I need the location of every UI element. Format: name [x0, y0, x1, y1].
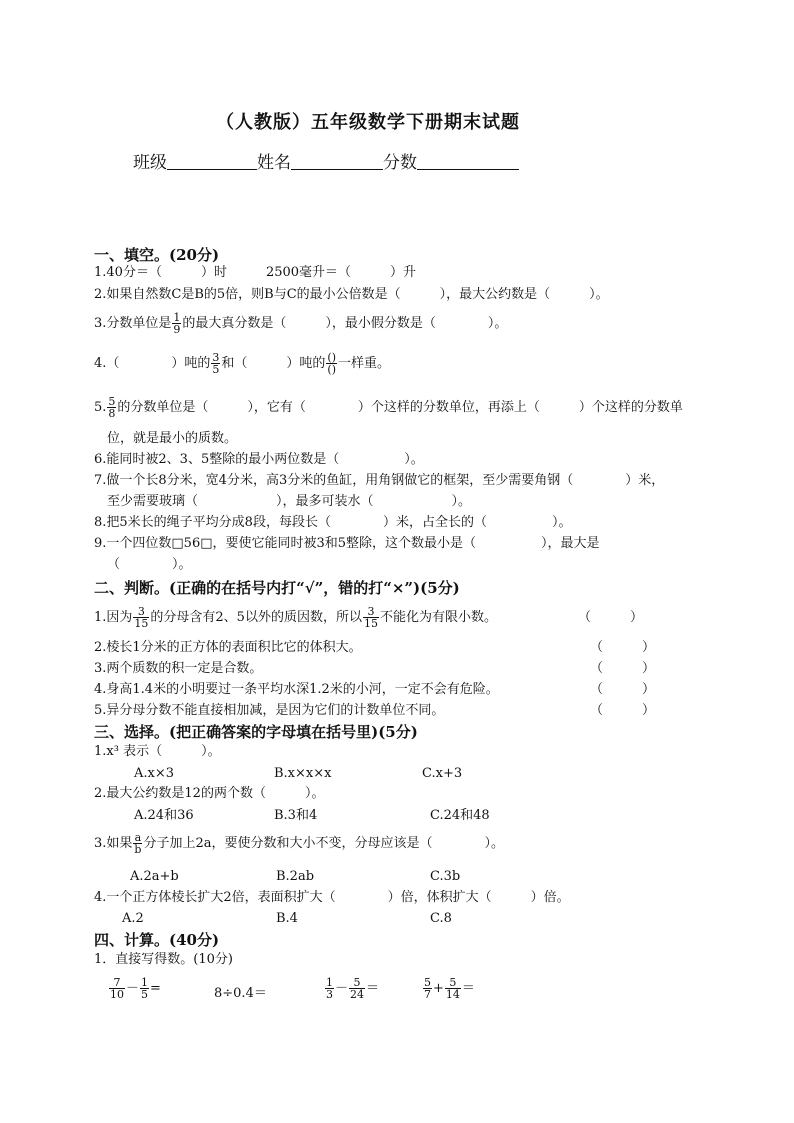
operator: － [335, 981, 349, 996]
name-blank[interactable] [291, 153, 383, 170]
option-3-4-b[interactable]: B.4 [276, 911, 298, 926]
numerator: 1 [141, 976, 149, 989]
denominator: b [134, 843, 142, 856]
question-1-2: 2.如果自然数C是B的5倍，则B与C的最小公倍数是（ ），最大公约数是（ ）。 [94, 287, 609, 302]
numerator: 1 [326, 976, 333, 989]
question-1-9: 9.一个四位数□56□，要使它能同时被3和5整除，这个数最小是（ ），最大是 [94, 536, 600, 551]
c3-text-a: 3.如果 [94, 836, 133, 851]
answer-bracket-2-5[interactable]: （ ） [590, 703, 656, 718]
class-label: 班级 [133, 153, 167, 173]
q4-text-b: 和（ ）吨的 [221, 356, 326, 371]
question-1-9-cont: （ ）。 [107, 557, 192, 572]
numerator: 5 [349, 977, 365, 989]
equals: ＝ [366, 981, 380, 996]
page-title: （人教版）五年级数学下册期末试题 [216, 112, 520, 133]
j1-text-c: 不能化为有限小数。 [379, 610, 497, 625]
option-3-2-c[interactable]: C.24和48 [430, 808, 490, 823]
score-label: 分数 [383, 153, 417, 173]
section-calc-heading: 四、计算。(40分) [94, 931, 220, 949]
answer-bracket-2-4[interactable]: （ ） [590, 682, 656, 697]
question-1-8: 8.把5米长的绳子平均分成8段，每段长（ ）米，占全长的（ ）。 [94, 515, 572, 530]
denominator: 7 [424, 988, 431, 1001]
equals: = [150, 981, 161, 996]
question-1-1: 1.40分＝（ ）时 2500毫升＝（ ）升 [94, 265, 417, 280]
student-info-line [133, 148, 519, 173]
option-3-4-c[interactable]: C.8 [430, 911, 452, 926]
name-label: 姓名 [257, 153, 291, 173]
numerator: 5 [108, 395, 116, 408]
denominator: 24 [350, 988, 365, 1001]
denominator: 10 [110, 988, 124, 1001]
denominator: 9 [173, 323, 181, 336]
denominator: 14 [445, 988, 460, 1001]
answer-bracket-2-1[interactable]: （ ） [578, 610, 644, 625]
q4-text-c: 一样重。 [338, 356, 391, 371]
fraction [326, 352, 337, 375]
fraction [172, 312, 181, 335]
question-3-4: 4.一个正方体棱长扩大2倍，表面积扩大（ ）倍，体积扩大（ ）倍。 [94, 890, 570, 905]
denominator: () [327, 363, 337, 376]
question-1-4 [94, 352, 390, 375]
j1-text-a: 1.因为 [94, 610, 133, 625]
operator: － [126, 981, 140, 996]
numerator: 7 [109, 977, 125, 989]
fraction [325, 977, 334, 1000]
j1-text-b: 的分母含有2、5以外的质因数，所以 [150, 610, 362, 625]
expression-4-1-2: 8÷0.4＝ [214, 986, 267, 1001]
denominator: 5 [212, 363, 220, 376]
fraction [107, 396, 116, 419]
option-3-2-b[interactable]: B.3和4 [274, 808, 318, 823]
q4-text-a: 4.（ ）吨的 [94, 356, 211, 371]
numerator: 3 [133, 606, 149, 618]
answer-bracket-2-3[interactable]: （ ） [590, 661, 656, 676]
option-3-3-c[interactable]: C.3b [430, 869, 461, 884]
question-4-1: 1．直接写得数。(10分) [94, 952, 233, 967]
denominator: 3 [326, 988, 333, 1001]
numerator: 3 [212, 351, 220, 364]
question-2-3: 3.两个质数的积一定是合数。 [94, 661, 263, 676]
option-3-3-b[interactable]: B.2ab [276, 869, 315, 884]
numerator: 5 [424, 976, 431, 989]
fraction [133, 606, 149, 629]
section-choice-heading: 三、选择。(把正确答案的字母填在括号里)(5分) [94, 723, 418, 741]
fraction [445, 977, 461, 1000]
fraction [133, 832, 142, 855]
option-3-1-a[interactable]: A.x×3 [134, 766, 175, 781]
option-3-3-a[interactable]: A.2a+b [130, 869, 179, 884]
question-2-1 [94, 606, 497, 629]
question-1-7: 7.做一个长8分米，宽4分米，高3分米的鱼缸，用角钢做它的框架，至少需要角钢（ ）米， [94, 473, 665, 488]
fraction [211, 352, 220, 375]
q3-text-b: 的最大真分数是（ ），最小假分数是（ ）。 [182, 316, 508, 331]
q3-text-a: 3.分数单位是 [94, 316, 172, 331]
option-3-1-b[interactable]: B.x×x×x [274, 766, 332, 781]
option-3-4-a[interactable]: A.2 [122, 911, 144, 926]
expression-4-1-3 [324, 977, 379, 1000]
option-3-2-a[interactable]: A.24和36 [134, 808, 194, 823]
c3-text-b: 分子加上2a，要使分数和大小不变，分母应该是（ ）。 [143, 836, 504, 851]
score-blank[interactable] [417, 153, 519, 170]
denominator: 8 [108, 407, 116, 420]
numerator: 1 [173, 311, 181, 324]
class-blank[interactable] [167, 153, 257, 170]
fraction [423, 977, 432, 1000]
fraction [349, 977, 365, 1000]
q5-text-b: 的分数单位是（ ），它有（ ）个这样的分数单位，再添上（ ）个这样的分数单 [117, 400, 683, 415]
question-1-6: 6.能同时被2、3、5整除的最小两位数是（ ）。 [94, 452, 424, 467]
question-1-3 [94, 312, 507, 335]
question-2-4: 4.身高1.4米的小明要过一条平均水深1.2米的小河，一定不会有危险。 [94, 682, 499, 697]
equals: ＝ [461, 981, 475, 996]
question-1-5-cont: 位，就是最小的质数。 [107, 431, 238, 446]
expression-4-1-4 [422, 977, 475, 1000]
question-3-1: 1.x³ 表示（ ）。 [94, 744, 221, 759]
numerator: a [134, 831, 142, 844]
fraction [109, 977, 125, 1000]
section-fill-in-heading: 一、填空。(20分) [94, 246, 220, 264]
fraction [363, 606, 379, 629]
question-3-2: 2.最大公约数是12的两个数（ ）。 [94, 786, 325, 801]
question-1-5 [94, 396, 683, 419]
option-3-1-c[interactable]: C.x+3 [422, 766, 463, 781]
operator: + [433, 981, 444, 996]
answer-bracket-2-2[interactable]: （ ） [590, 640, 656, 655]
fraction [140, 977, 149, 1000]
section-judge-heading: 二、判断。(正确的在括号内打“√”，错的打“×”)(5分) [94, 579, 460, 597]
numerator: () [327, 351, 337, 364]
numerator: 3 [363, 606, 379, 618]
q5-text-a: 5. [94, 400, 107, 415]
question-1-7-cont: 至少需要玻璃（ ），最多可装水（ ）。 [107, 494, 472, 509]
expression-4-1-1 [108, 977, 161, 1000]
question-2-2: 2.棱长1分米的正方体的表面积比它的体积大。 [94, 640, 362, 655]
denominator: 5 [141, 988, 149, 1001]
numerator: 5 [445, 977, 461, 989]
denominator: 15 [363, 617, 378, 630]
question-2-5: 5.异分母分数不能直接相加减，是因为它们的计数单位不同。 [94, 703, 445, 718]
question-3-3 [94, 832, 504, 855]
denominator: 15 [134, 617, 149, 630]
